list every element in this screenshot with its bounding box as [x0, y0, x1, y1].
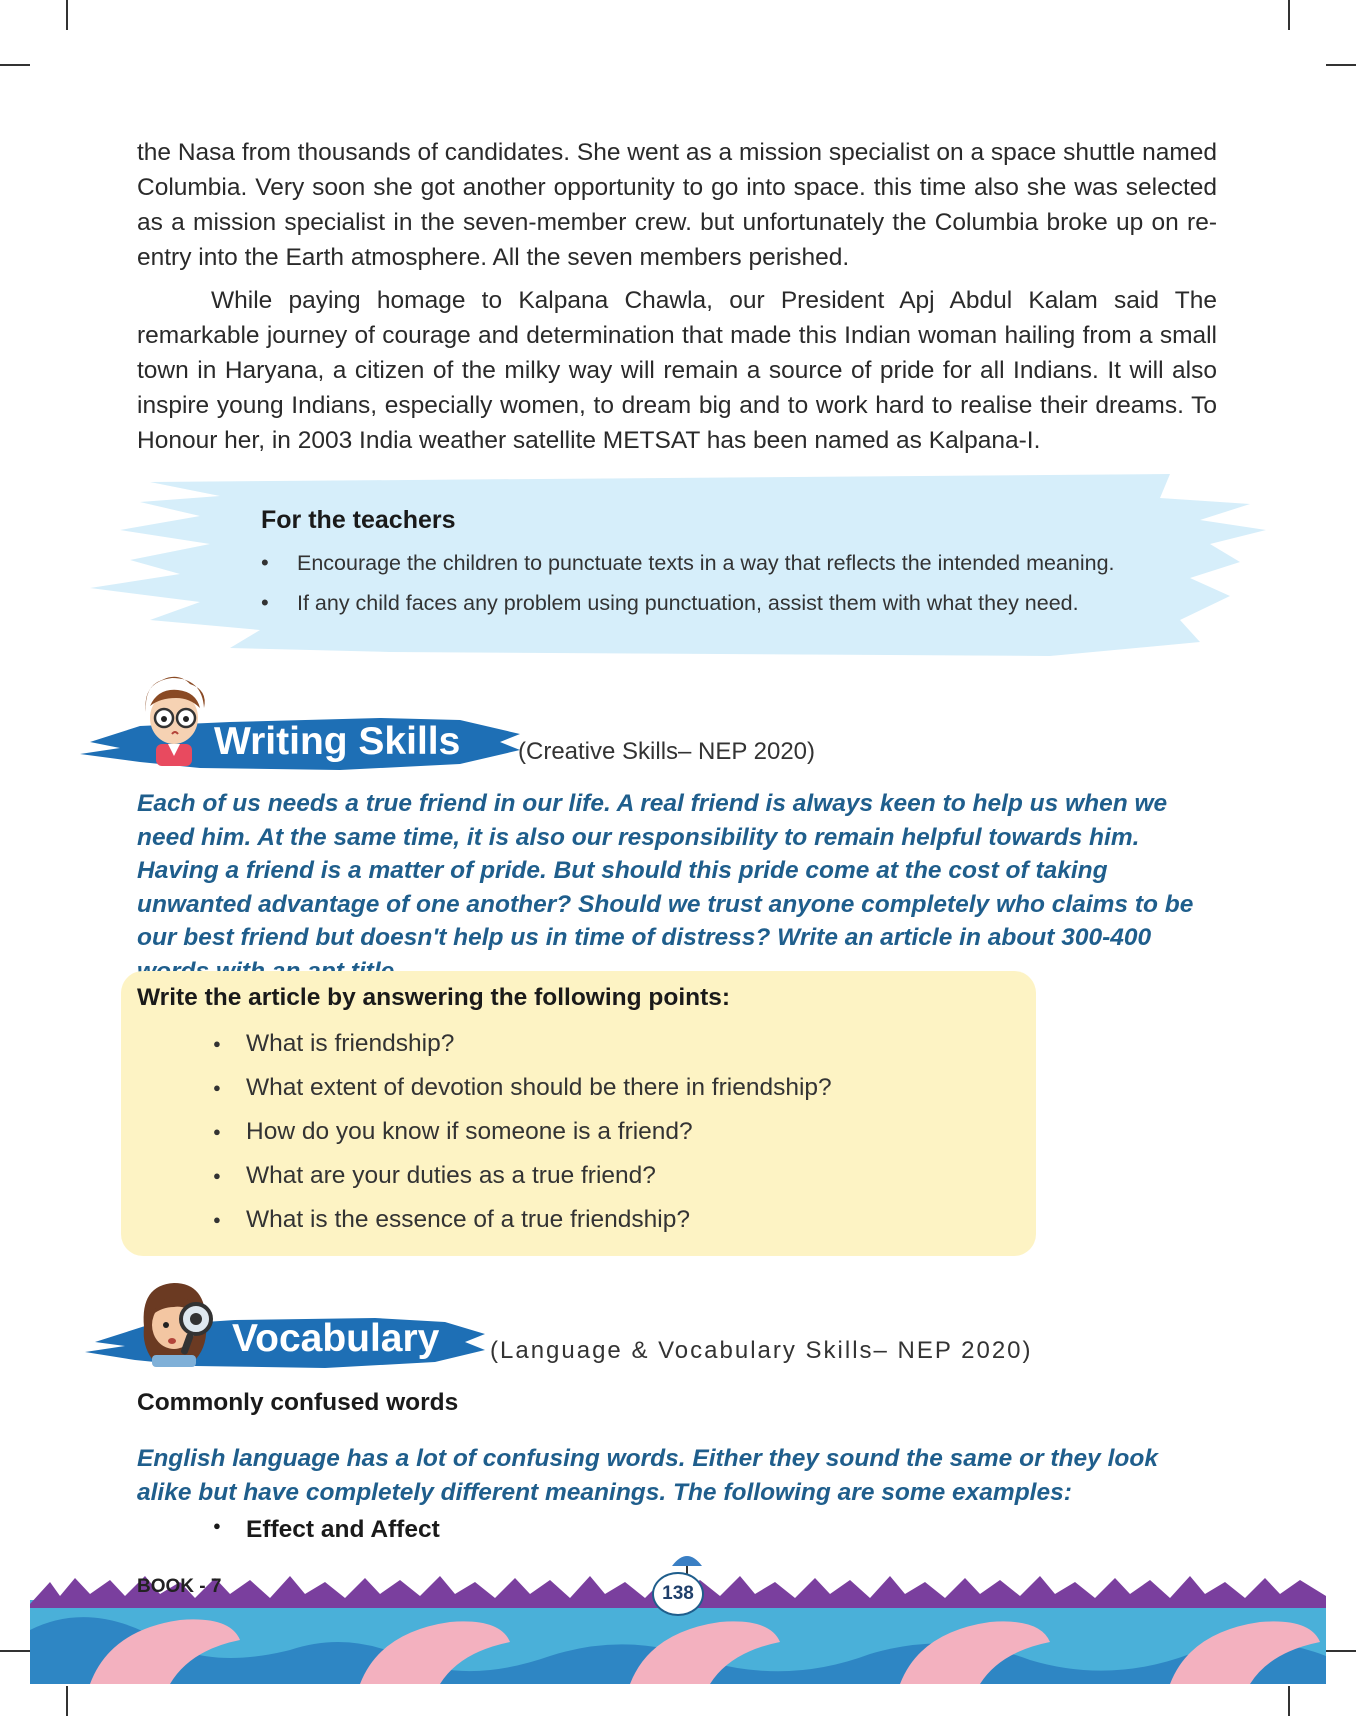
list-item: ● What is friendship?: [213, 1025, 832, 1069]
writing-skills-subtitle: (Creative Skills– NEP 2020): [518, 738, 816, 765]
confused-words-title: Commonly confused words: [137, 1389, 459, 1416]
example-effect-affect: ● Effect and Affect: [213, 1516, 440, 1544]
writing-skills-title: Writing Skills: [214, 720, 461, 763]
page-number-badge: [652, 1572, 704, 1616]
teacher-note-item: • Encourage the children to punctuate texts in a way that reflects the intended meaning.: [261, 546, 1115, 586]
page-number: 138: [652, 1572, 704, 1616]
crop-mark-top-left-h: [0, 64, 30, 66]
crop-mark-bottom-left-v: [66, 1686, 68, 1716]
teacher-note-list: [261, 546, 1115, 626]
teacher-note-title: For the teachers: [261, 506, 456, 534]
list-item: ● What is the essence of a true friendship?: [213, 1201, 832, 1245]
writing-prompt: Each of us needs a true friend in our life. A real friend is always keen to help us when we need him. At the same time, it is also our responsibility to remain helpful towards him. Having a friend is a matter of pride. But should this pride come at the cost of taking unwanted advantage of one another? Should we trust anyone completely who claims to be our best friend but doesn't help us in time of distress? Write an article in about 300-400: [137, 790, 1194, 951]
list-item: ● How do you know if someone is a friend?: [213, 1113, 832, 1157]
crop-mark-top-right-h: [1326, 64, 1356, 66]
book-label: BOOK - 7: [137, 1576, 222, 1597]
vocabulary-subtitle: (Language & Vocabulary Skills– NEP 2020): [490, 1337, 1033, 1364]
crop-mark-bottom-right-h: [1326, 1650, 1356, 1652]
crop-mark-bottom-left-h: [0, 1650, 30, 1652]
girl-with-magnifier-icon: [138, 1275, 228, 1367]
list-item: ● What are your duties as a true friend?: [213, 1157, 832, 1201]
crop-mark-top-left-v: [66, 0, 68, 30]
crop-mark-top-right-v: [1288, 0, 1290, 30]
crop-mark-bottom-right-v: [1288, 1686, 1290, 1716]
passage-paragraph-1: the Nasa from thousands of candidates. She went as a mission specialist on a space shuttle named Columbia. Very soon she got another opportunity to go into space. this time also she was selected as a mission specialist in the seven-member crew. but unfortunately the Columbia broke up on re-entry into the Earth atmosphere. All the seven members perished.: [137, 139, 1217, 271]
list-item: ● What extent of devotion should be there in friendship?: [213, 1069, 832, 1113]
passage-paragraph-2: While paying homage to Kalpana Chawla, our President Apj Abdul Kalam said The remarkable journey of courage and determination that made this Indian woman hailing from a small town in Haryana, a citizen of the milky way will remain a source of pride for all Indians. It will also inspire young Indians, especially women, to dream big and to work hard to realise their dreams. To Honour her, in 2003 India weather satellite METSAT has been named as Kalpana-I.: [137, 287, 1217, 454]
article-points-list: [213, 1025, 832, 1245]
teacher-note-item: • If any child faces any problem using punctuation, assist them with what they need.: [261, 586, 1115, 626]
vocabulary-title: Vocabulary: [232, 1317, 440, 1360]
confused-words-intro: English language has a lot of confusing words. Either they sound the same or they look alike but have completely different meanings. The following are some examples:: [137, 1445, 1158, 1506]
article-points-title: Write the article by answering the following points:: [137, 984, 731, 1011]
boy-with-glasses-icon: [138, 672, 210, 766]
